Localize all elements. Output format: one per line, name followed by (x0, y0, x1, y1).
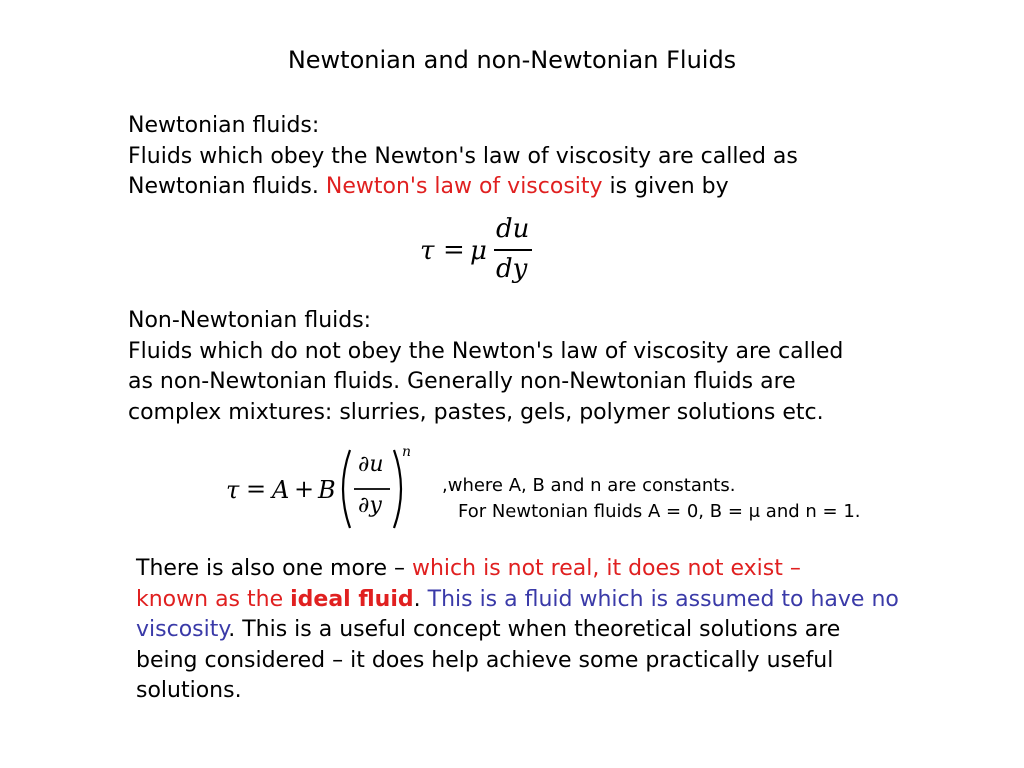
non-newtonian-heading: Non-Newtonian fluids: (128, 308, 372, 333)
newtonian-line-2 (128, 172, 928, 203)
formula-tau: τ (420, 236, 435, 266)
formula-numerator: ∂u (358, 452, 384, 477)
ideal-fluid-term: ideal fluid (290, 586, 414, 612)
formula-mu: μ (470, 236, 487, 266)
newtonian-line-2-end: is given by (602, 174, 729, 199)
ideal-line-5: solutions. (136, 678, 242, 703)
formula-exponent: n (402, 444, 412, 460)
formula-a: A (272, 476, 290, 504)
formula-numerator: du (496, 214, 530, 244)
known-as-highlight: known as the (136, 586, 291, 612)
no-viscosity-highlight: This is a fluid which is assumed to have no (427, 586, 899, 612)
non-newtonian-line-3: complex mixtures: slurries, pastes, gels, polymer solutions etc. (128, 399, 824, 425)
viscosity-highlight: viscosity (136, 617, 229, 642)
non-newtonian-formula (222, 444, 422, 534)
newtonian-line-1: Fluids which obey the Newton's law of viscosity are called as (128, 143, 798, 169)
ideal-line-4: being considered – it does help achieve some practically useful (136, 647, 834, 673)
ideal-line-3 (136, 615, 996, 646)
non-newtonian-line-2: as non-Newtonian fluids. Generally non-Newtonian fluids are (128, 369, 796, 394)
not-real-highlight: which is not real, it does not exist – (412, 556, 801, 581)
formula-tau: τ (226, 476, 240, 504)
ideal-line-3-end: . This is a useful concept when theoretical solutions are (228, 617, 841, 642)
constants-note: ,where A, B and n are constants. (442, 475, 736, 496)
newtonian-line-2-start: Newtonian fluids. (128, 174, 326, 199)
formula-equals: = (246, 475, 267, 503)
formula-plus: + (294, 475, 315, 503)
newtonian-heading: Newtonian fluids: (128, 113, 320, 138)
ideal-fluid-section (136, 554, 996, 707)
ideal-line-2 (136, 585, 996, 616)
newtonian-constants-note: For Newtonian fluids A = 0, B = μ and n = 1. (458, 501, 861, 522)
newtons-law-highlight: Newton's law of viscosity (325, 174, 603, 199)
ideal-line-2-dot: . (413, 586, 428, 612)
formula-equals: = (443, 235, 465, 265)
formula-denominator: dy (496, 254, 528, 284)
formula-denominator: ∂y (358, 493, 382, 518)
page-title: Newtonian and non-Newtonian Fluids (287, 46, 737, 74)
formula-fraction-bar (494, 249, 532, 251)
formula-b: B (318, 476, 336, 504)
ideal-line-1-start: There is also one more – (136, 556, 412, 581)
ideal-line-1 (136, 554, 996, 585)
newtons-law-formula (416, 212, 546, 294)
non-newtonian-line-1: Fluids which do not obey the Newton's law of viscosity are called (128, 338, 844, 364)
non-newtonian-section (128, 306, 948, 428)
newtonian-section (128, 111, 928, 203)
